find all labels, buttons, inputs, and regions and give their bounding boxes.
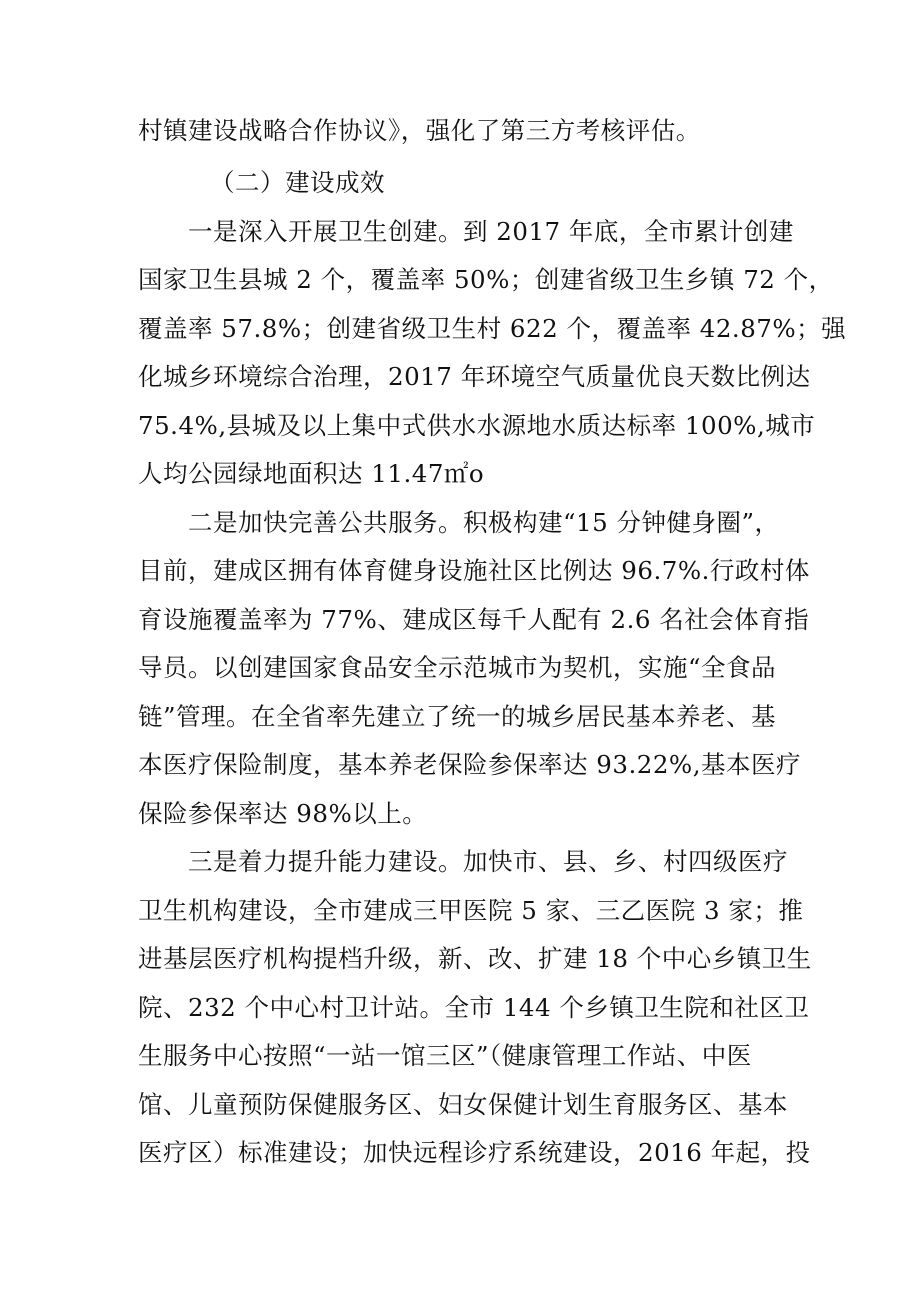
text-line: 一是深入开展卫生创建。到 2017 年底，全市累计创建 (188, 217, 794, 246)
text-line: 生服务中心按照“一站一馆三区”（健康管理工作站、中医 (138, 1041, 752, 1070)
text-line: 馆、儿童预防保健服务区、妇女保健计划生育服务区、基本 (138, 1090, 788, 1119)
text-line: 覆盖率 57.8%；创建省级卫生村 622 个，覆盖率 42.87%；强 (138, 314, 847, 343)
text-line: 链”管理。在全省率先建立了统一的城乡居民基本养老、基 (138, 702, 777, 731)
section-heading: （二）建设成效 (210, 168, 385, 197)
text-line: 二是加快完善公共服务。积极构建“15 分钟健身圈”， (188, 508, 780, 537)
text-line: 75.4%,县城及以上集中式供水水源地水质达标率 100%,城市 (138, 411, 816, 440)
text-line: 人均公园绿地面积达 11.47㎡o (138, 459, 485, 488)
text-line: 导员。以创建国家食品安全示范城市为契机，实施“全食品 (138, 653, 777, 682)
text-line: 进基层医疗机构提档升级，新、改、扩建 18 个中心乡镇卫生 (138, 944, 812, 973)
text-line: 本医疗保险制度，基本养老保险参保率达 93.22%,基本医疗 (138, 750, 801, 779)
text-line: 院、232 个中心村卫计站。全市 144 个乡镇卫生院和社区卫 (138, 993, 810, 1022)
text-line: 医疗区）标准建设；加快远程诊疗系统建设，2016 年起，投 (138, 1138, 811, 1167)
text-line: 村镇建设战略合作协议》，强化了第三方考核评估。 (138, 116, 701, 145)
text-line: 卫生机构建设，全市建成三甲医院 5 家、三乙医院 3 家；推 (138, 896, 804, 925)
text-line: 国家卫生县城 2 个，覆盖率 50%；创建省级卫生乡镇 72 个， (138, 265, 834, 294)
text-line: 化城乡环境综合治理，2017 年环境空气质量优良天数比例达 (138, 362, 811, 391)
text-line: 保险参保率达 98%以上。 (138, 799, 428, 828)
text-line: 目前，建成区拥有体育健身设施社区比例达 96.7%.行政村体 (138, 556, 810, 585)
text-line: 育设施覆盖率为 77%、建成区每千人配有 2.6 名社会体育指 (138, 605, 810, 634)
text-line: 三是着力提升能力建设。加快市、县、乡、村四级医疗 (188, 847, 788, 876)
